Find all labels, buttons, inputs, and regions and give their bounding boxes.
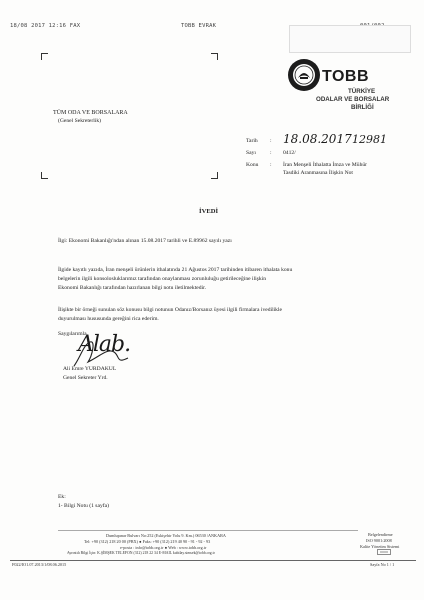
subject-label: Konu: [246, 162, 259, 168]
number-value: 0412/: [283, 150, 296, 156]
tobb-emblem-icon: [287, 58, 321, 92]
date-label: Tarih: [246, 138, 258, 144]
attachment-label: Ek:: [58, 494, 66, 500]
recipient-line1: TÜM ODA VE BORSALARA: [53, 110, 128, 116]
org-name-line2: ODALAR VE BORSALAR: [316, 96, 390, 103]
urgency-label: İVEDİ: [199, 208, 219, 215]
paragraph1-line2: belgelerin ilgili konsolosluklarımız tarafından onaylanması zorunluluğu getirileceğine ilişkin: [58, 276, 267, 282]
corner-mark-bottom-left: [41, 172, 48, 179]
footer-bottom-rule: [10, 560, 416, 561]
date-value: 18.08.2017: [283, 132, 352, 146]
date-colon: :: [270, 138, 272, 144]
recipient-line2: (Genel Sekreterlik): [58, 118, 102, 124]
footer-web: e-posta : info@tobb.org.tr ● Web : www.tobb.org.tr: [120, 545, 207, 550]
signatory-title: Genel Sekreter Yrd.: [63, 375, 108, 381]
cert-line1: Belgelendirme: [368, 532, 393, 537]
corner-mark-bottom-right: [211, 172, 218, 179]
form-code: F022/IO1.07.2013/1/08.06.2015: [12, 562, 67, 567]
paragraph2-line2: duyurulması hususunda gereğini rica ederim.: [58, 316, 159, 322]
cert-mark-icon: [377, 549, 391, 555]
fax-datetime: 18/08 2017 12:16 FAX: [10, 23, 81, 29]
paragraph1-line1: İlgide kayıtlı yazıda, İran menşeli ürünlerin ithalatında 21 Ağustos 2017 tarihinden itibaren ithalata konu: [58, 267, 293, 273]
subject-line1: İran Menşeli İthalatta İmza ve Mühür: [283, 162, 368, 168]
cert-line2: ISO 9001:2008: [366, 538, 392, 543]
footer-address: Dumlupınar Bulvarı No:252 (Eskişehir Yolu 9. Km.) 06530 /ANKARA: [106, 533, 226, 538]
subject-line2: Tasdiki Aranmasına İlişkin Not: [283, 170, 353, 176]
corner-mark-top-right: [211, 53, 218, 60]
org-name-line3: BİRLİĞİ: [351, 104, 374, 111]
paragraph2-line1: İlişikte bir örneği sunulan söz konusu bilgi notunun Odanız/Borsanız üyesi ilgili firmalara ivedilikle: [58, 307, 283, 313]
reference-line: İlgi: Ekonomi Bakanlığı'ndan alınan 15.08.2017 tarihli ve E.89962 sayılı yazı: [58, 238, 232, 244]
number-colon: :: [270, 150, 272, 156]
signatory-name: Ali Emre YURDAKUL: [63, 366, 117, 372]
number-label: Sayı: [246, 150, 256, 156]
subject-colon: :: [270, 162, 272, 168]
signature-handwriting: Alab.: [78, 332, 131, 357]
paragraph1-line3: Ekonomi Bakanlığı tarafından hazırlanan bilgi notu iletilmektedir.: [58, 285, 207, 291]
attachment-item: 1- Bilgi Notu (1 sayfa): [58, 503, 109, 509]
tobb-logo-text: TOBB: [322, 68, 370, 85]
cert-line3: Kalite Yönetim Sistemi: [360, 544, 400, 549]
page-number: Sayfa No 1 / 1: [370, 562, 395, 567]
footer-divider: [58, 530, 358, 531]
received-stamp-area: [289, 25, 411, 53]
reference-number: 12981: [352, 133, 387, 146]
closing-line: Saygılarımla,: [58, 331, 88, 337]
corner-mark-top-left: [41, 53, 48, 60]
footer-phone: Tel: +90 (312) 218 20 00 (PBX) ● Faks: +90 (312) 219 40 90 - 91 - 92 - 93: [84, 539, 211, 544]
footer-contact: Ayrıntılı Bilgi İçin: K.ŞİMŞEK TELEFON (312) 218 22 34 E-MAIL kubilay.simsek@tobb.org.tr: [67, 551, 215, 555]
org-name-line1: TÜRKİYE: [348, 88, 376, 95]
fax-sender: TOBB EVRAK: [181, 23, 217, 29]
